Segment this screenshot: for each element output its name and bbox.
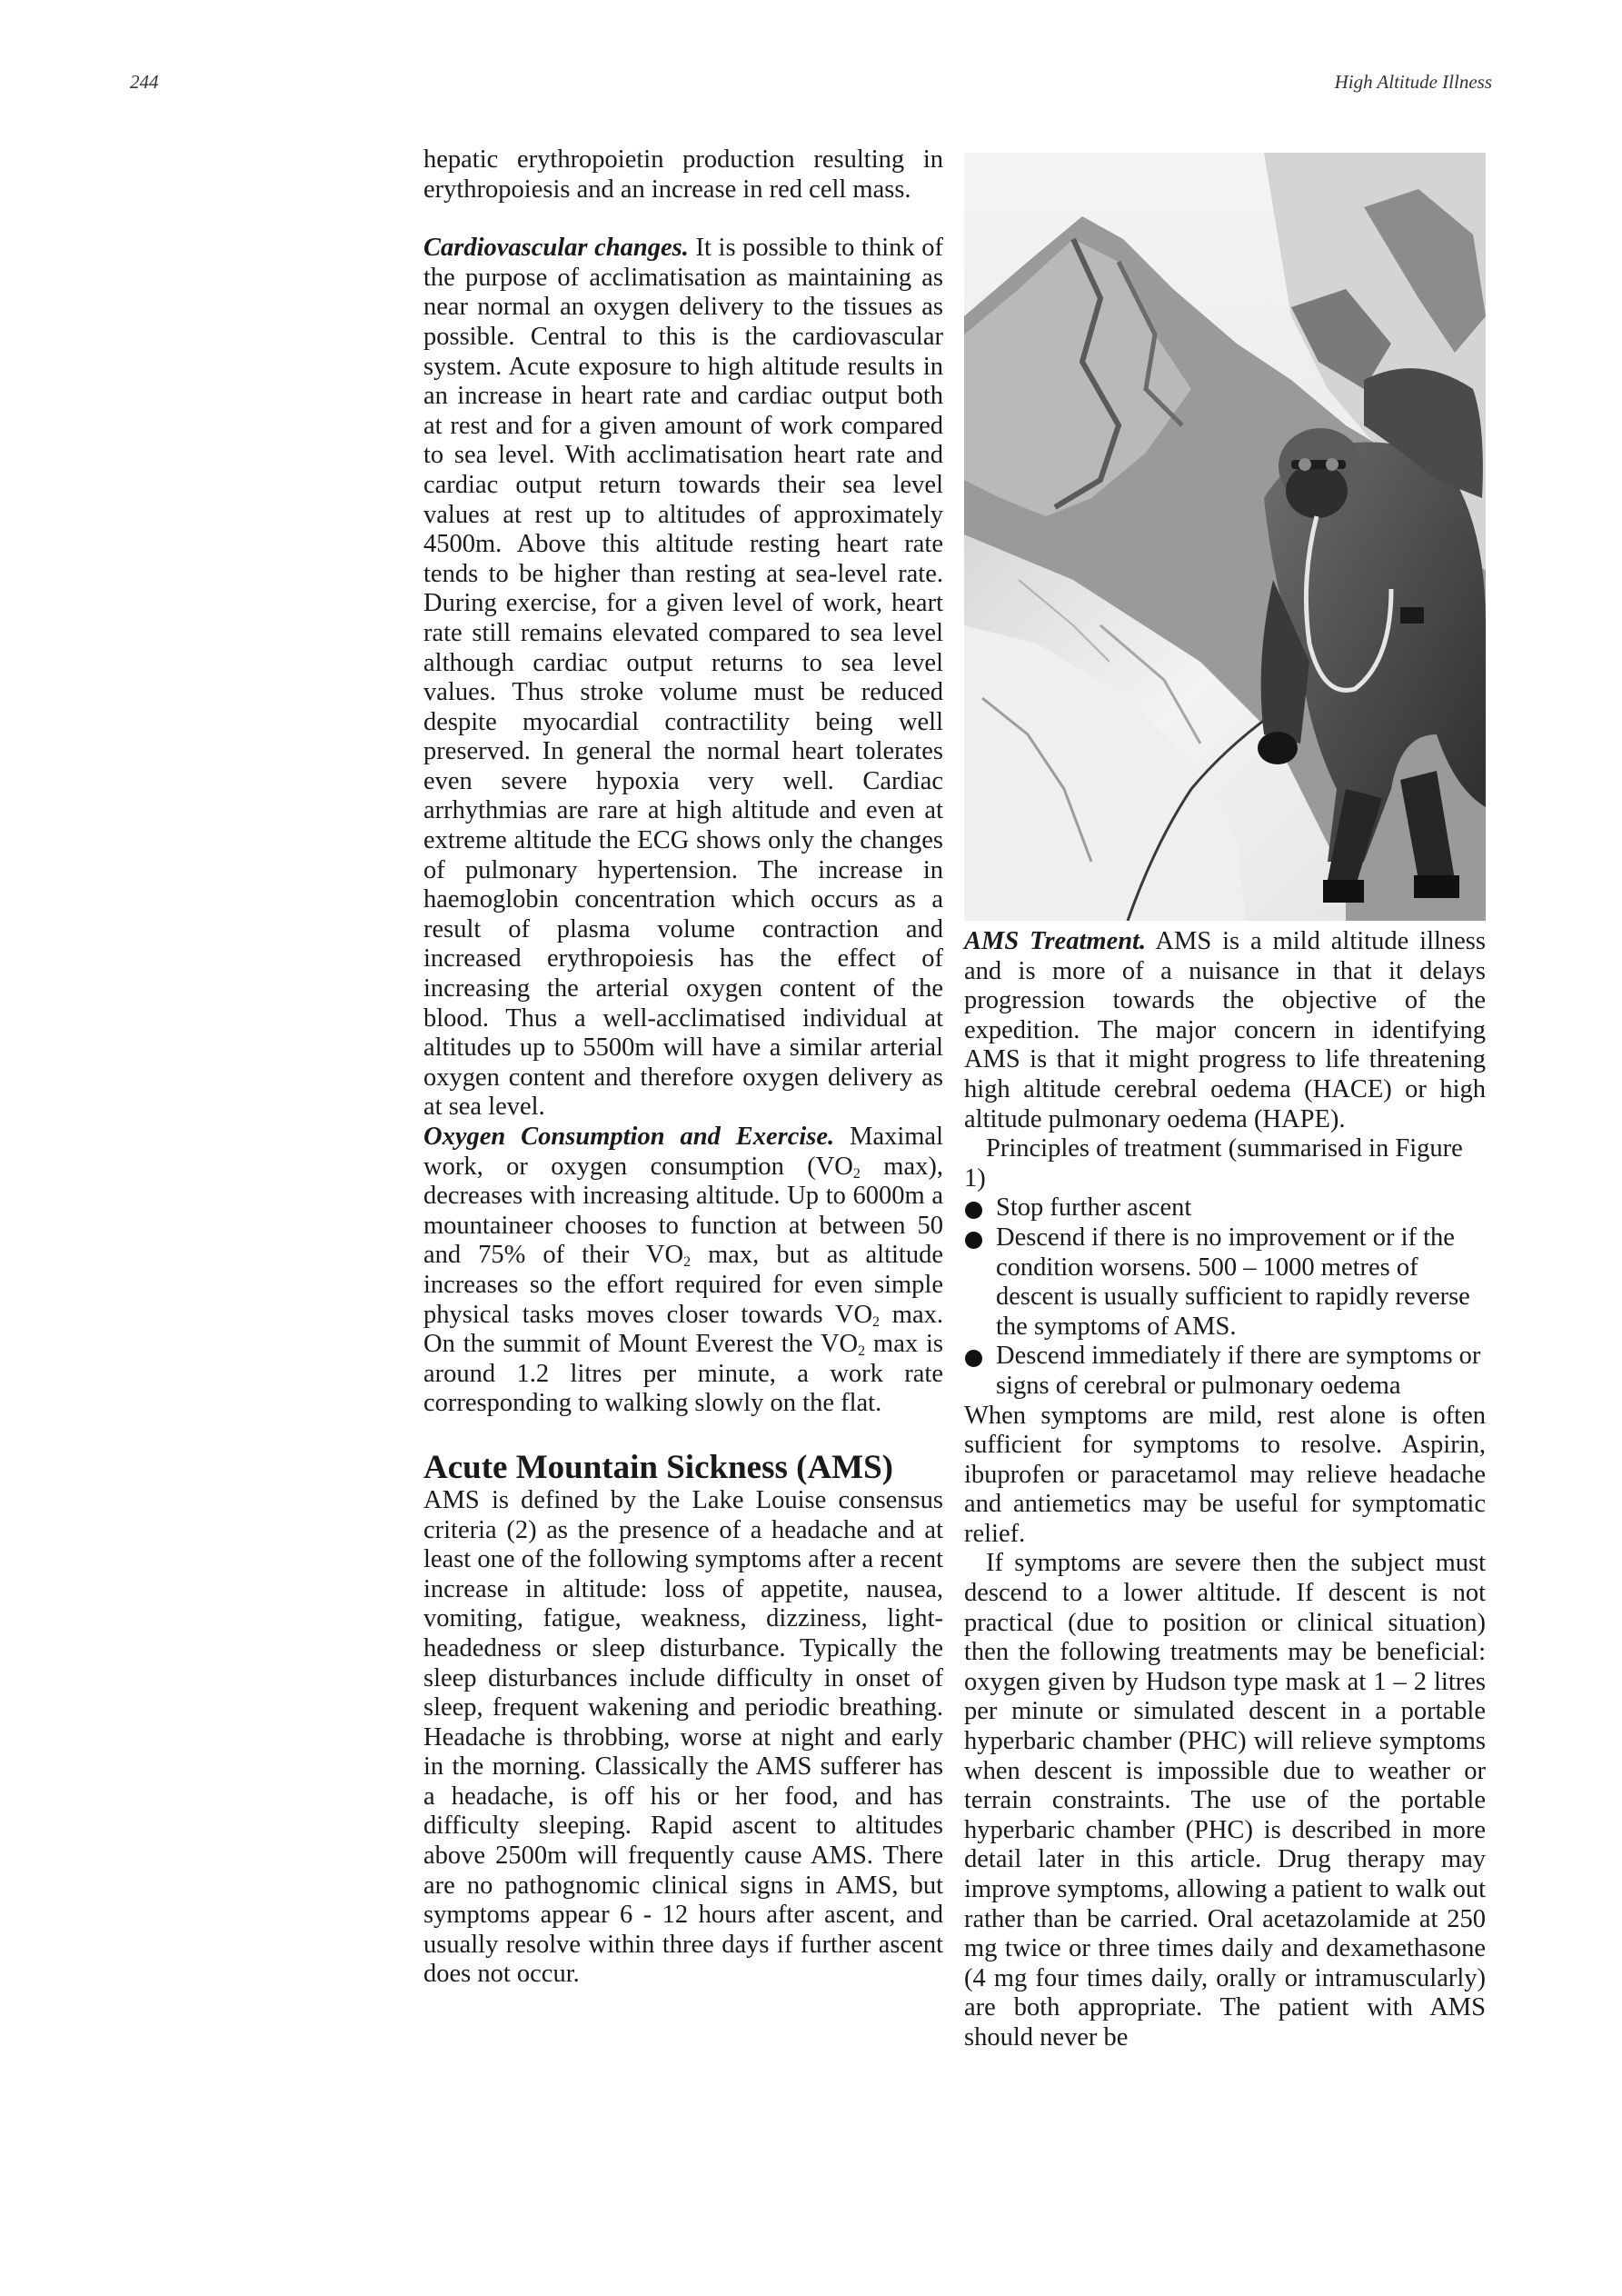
bullet-icon [965, 1350, 982, 1367]
bullet-icon [965, 1232, 982, 1249]
running-title: High Altitude Illness [1334, 71, 1492, 93]
photo-illustration [964, 153, 1486, 921]
right-column [964, 927, 1486, 2053]
ams-section-title: Acute Mountain Sickness (AMS) [423, 1448, 893, 1486]
vo2-subscript: 2 [858, 1343, 866, 1360]
bullet-text: Descend immediately if there are symptoms or signs of cerebral or pulmonary oedema [996, 1342, 1481, 1400]
left-column [423, 145, 943, 1990]
ams-treatment-text: AMS is a mild altitude illness and is more of a nuisance in that it delays progression towards the objective of the expedition. The major concern in identifying AMS is that it might progress to life threatening high altitude cerebral oedema (HACE) or high altitude pulmonary oedema (HAPE). [964, 927, 1486, 1133]
bullet-text: Descend if there is no improvement or if the condition worsens. 500 – 1000 metres of descent is usually sufficient to rapidly reverse the symptoms of AMS. [996, 1223, 1470, 1341]
oxygen-text-5: max is around 1.2 litres per minute, a work rate corresponding to walking slowly on the flat. [423, 1330, 943, 1418]
vo2-subscript: 2 [852, 1165, 861, 1182]
bullet-icon [965, 1202, 982, 1219]
oxygen-text-3: max, but as altitude increases so the effort required for even simple physical tasks moves closer towards VO [423, 1241, 943, 1329]
oxygen-heading: Oxygen Consumption and Exercise. [423, 1123, 835, 1151]
bullet-item [964, 1223, 1486, 1342]
oxygen-text-1: Maximal work, or oxygen consumption (VO [423, 1123, 944, 1181]
principles-paragraph: Principles of treatment (summarised in Figure 1) [964, 1134, 1463, 1193]
cardiovascular-paragraph [423, 234, 943, 1123]
vo2-subscript: 2 [872, 1313, 881, 1330]
ams-treatment-paragraph [964, 927, 1486, 1134]
vo2-subscript: 2 [683, 1254, 692, 1271]
bullet-item [964, 1193, 1486, 1223]
oxygen-text-2: max), decreases with increasing altitude. Up to 6000m a mountaineer chooses to function at between 50 and 75% of their VO [423, 1152, 943, 1270]
intro-paragraph: hepatic erythropoietin production resulting in erythropoiesis and an increase in red cell mass. [423, 145, 943, 204]
bullet-item [964, 1342, 1486, 1401]
page-number: 244 [130, 71, 159, 93]
ams-treatment-heading: AMS Treatment. [964, 927, 1147, 955]
oxygen-paragraph [423, 1123, 943, 1419]
severe-symptoms-paragraph: If symptoms are severe then the subject must descend to a lower altitude. If descent is not practical (due to position or clinical situation) then the following treatments may be beneficial: oxygen given by Hudson type mask at 1 – 2 litres per minute or simulated descent in a portable hyperbaric chamber (PHC) will relieve symptoms when descent is impossible due to weather or terrain constraints. The use of the portable hyperbaric chamber (PHC) is described in more detail later in this article. Drug therapy may improve symptoms, allowing a patient to walk out rather than be carried. Oral acetazolamide at 250 mg twice or three times daily and dexamethasone (4 mg four times daily, orally or intramuscularly) are both appropriate. The patient with AMS should never be [964, 1549, 1486, 2051]
mild-symptoms-paragraph: When symptoms are mild, rest alone is often sufficient for symptoms to resolve. Aspirin, ibuprofen or paracetamol may relieve headache and antiemetics may be useful for symptomatic relief. [964, 1401, 1486, 1548]
treatment-bullet-list [964, 1193, 1486, 1401]
oxygen-text-4: max. On the summit of Mount Everest the VO [423, 1300, 943, 1359]
cardiovascular-text: It is possible to think of the purpose of acclimatisation as maintaining as near normal an oxygen delivery to the tissues as possible. Central to this is the cardiovascular system. Acute exposure to high altitude results in an increase in heart rate and cardiac output both at rest and for a given amount of work compared to sea level. With acclimatisation heart rate and cardiac output return towards their sea level values at rest up to altitudes of approximately 4500m. Above this altitude resting heart rate tends to be higher than resting at sea-level rate. During exercise, for a given level of work, heart rate still remains elevated compared to sea level although cardiac output returns to sea level values. Thus stroke volume must be reduced despite myocardial contractility being well preserved. In general the normal heart tolerates even severe hypoxia very well. Cardiac arrhythmias are rare at high altitude and even at extreme altitude the ECG shows only the changes of pulmonary hypertension. The increase in haemoglobin concentration which occurs as a result of plasma volume contraction and increased erythropoiesis has the effect of increasing the arterial oxygen content of the blood. Thus a well-acclimatised individual at altitudes up to 5500m will have a similar arterial oxygen content and therefore oxygen delivery as at sea level. [423, 234, 943, 1122]
mountaineer-photo [964, 153, 1486, 921]
cardiovascular-heading: Cardiovascular changes. [423, 234, 689, 263]
bullet-text: Stop further ascent [996, 1193, 1192, 1223]
ams-definition-paragraph: AMS is defined by the Lake Louise consensus criteria (2) as the presence of a headache and at least one of the following symptoms after a recent increase in altitude: loss of appetite, nausea, vomiting, fatigue, weakness, dizziness, light-headedness or sleep disturbance. Typically the sleep disturbances include difficulty in onset of sleep, frequent wakening and periodic breathing. Headache is throbbing, worse at night and early in the morning. Classically the AMS sufferer has a headache, is off his or her food, and has difficulty sleeping. Rapid ascent to altitudes above 2500m will frequently cause AMS. There are no pathognomic clinical signs in AMS, but symptoms appear 6 - 12 hours after ascent, and usually resolve within three days if further ascent does not occur. [423, 1485, 943, 1989]
